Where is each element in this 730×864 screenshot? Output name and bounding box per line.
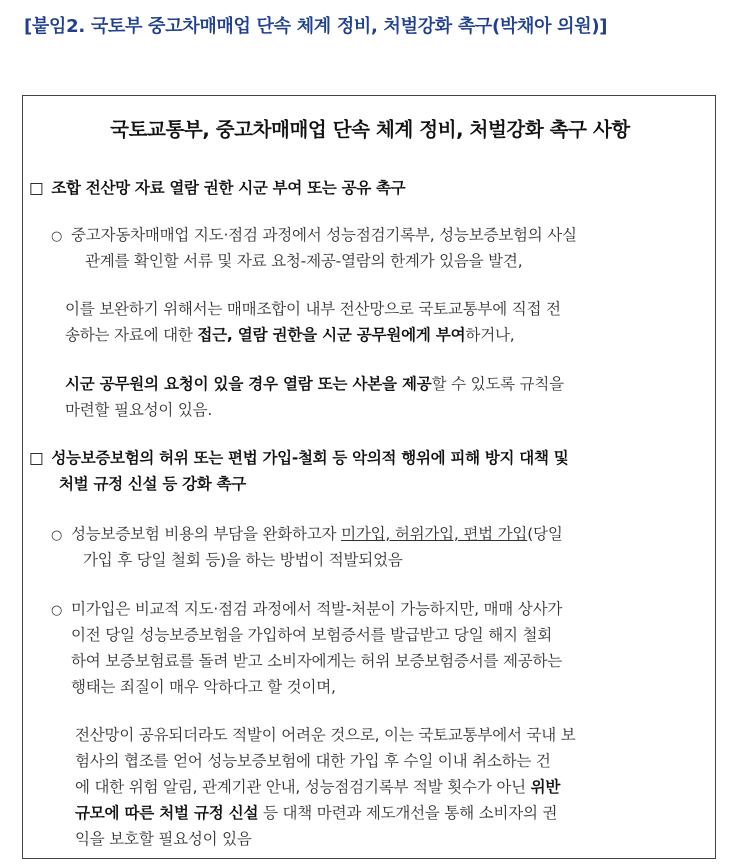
circle-bullet-icon: ○ xyxy=(51,229,63,244)
s2-bullet1-line2: 가입 후 당일 철회 등)을 하는 방법이 적발되었음 xyxy=(83,551,403,569)
section-2-title-line2: 처벌 규정 신설 등 강화 촉구 xyxy=(59,475,246,493)
s2-para1-line5: 익을 보호할 필요성이 있음 xyxy=(75,830,252,848)
s1-para2-line1-b: 할 수 있도록 규칙을 xyxy=(431,375,564,393)
s1-para1-line2 xyxy=(65,323,514,345)
box-title: 국토교통부, 중고차매매업 단속 체계 정비, 처벌강화 촉구 사항 xyxy=(110,118,630,141)
s1-bullet1-line1 xyxy=(51,223,577,245)
s2-para1-line3-bold: 위반 xyxy=(530,778,561,796)
s1-bullet1-line2: 관계를 확인할 서류 및 자료 요청-제공-열람의 한계가 있음을 발견, xyxy=(85,252,523,270)
s2-bullet1-line1 xyxy=(51,522,563,544)
s1-bullet1-text1: 중고자동차매매업 지도·점검 과정에서 성능점검기록부, 성능보증보험의 사실 xyxy=(71,226,577,244)
circle-bullet-icon: ○ xyxy=(51,528,63,543)
s2-bullet1-line1-underlined: 미가입, 허위가입, 편법 가입 xyxy=(341,525,528,543)
s2-para1-line4-b: 등 대책 마련과 제도개선을 통해 소비자의 권 xyxy=(258,804,558,822)
s2-para1-line3-a: 에 대한 위험 알림, 관계기관 안내, 성능점검기록부 적발 횟수가 아닌 xyxy=(75,778,531,796)
s2-para1-line4 xyxy=(75,801,557,823)
s2-bullet2-text1: 미가입은 비교적 지도·점검 과정에서 적발-처분이 가능하지만, 매매 상사가 xyxy=(71,600,563,618)
s2-bullet2-line4: 행태는 죄질이 매우 악하다고 할 것이며, xyxy=(71,678,336,696)
s2-bullet2-line3: 하여 보증보험료를 돌려 받고 소비자에게는 허위 보증보험증서를 제공하는 xyxy=(71,652,563,670)
checkbox-square-icon: □ xyxy=(29,449,44,467)
content-box xyxy=(22,95,716,859)
s1-para1-line1: 이를 보완하기 위해서는 매매조합이 내부 전산망으로 국토교통부에 직접 전 xyxy=(65,300,561,318)
attachment-heading: [붙임2. 국토부 중고차매매업 단속 체계 정비, 처벌강화 촉구(박채아 의원)] xyxy=(24,16,608,37)
s2-bullet2-line1 xyxy=(51,597,562,619)
section-2-title-text1: 성능보증보험의 허위 또는 편법 가입-철회 등 악의적 행위에 피해 방지 대책 및 xyxy=(51,449,569,467)
s2-bullet1-line1-c: (당일 xyxy=(527,525,563,543)
s1-para1-line2-c: 하거나, xyxy=(465,326,515,344)
section-1-title xyxy=(29,176,405,198)
s1-para1-line2-bold: 접근, 열람 권한을 시군 공무원에게 부여 xyxy=(197,326,466,344)
s2-para1-line2: 험사의 협조를 얻어 성능보증보험에 대한 가입 후 수일 이내 취소하는 건 xyxy=(75,752,551,770)
section-2-title-line1 xyxy=(29,446,568,468)
s1-para2-line1-bold: 시군 공무원의 요청이 있을 경우 열람 또는 사본을 제공 xyxy=(65,375,432,393)
s2-para1-line1: 전산망이 공유되더라도 적발이 어려운 것으로, 이는 국토교통부에서 국내 보 xyxy=(75,726,576,744)
checkbox-square-icon: □ xyxy=(29,179,44,197)
s1-para1-line2-a: 송하는 자료에 대한 xyxy=(65,326,198,344)
s2-bullet1-line1-a: 성능보증보험 비용의 부담을 완화하고자 xyxy=(71,525,342,543)
section-1-title-text: 조합 전산망 자료 열람 권한 시군 부여 또는 공유 촉구 xyxy=(51,179,406,197)
s1-para2-line1 xyxy=(65,372,564,394)
s2-bullet2-line2: 이전 당일 성능보증보험을 가입하여 보험증서를 발급받고 당일 해지 철회 xyxy=(71,626,553,644)
s1-para2-line2: 마련할 필요성이 있음. xyxy=(65,401,213,419)
s2-para1-line3 xyxy=(75,775,560,797)
s2-para1-line4-bold: 규모에 따른 처벌 규정 신설 xyxy=(75,804,259,822)
circle-bullet-icon: ○ xyxy=(51,603,63,618)
